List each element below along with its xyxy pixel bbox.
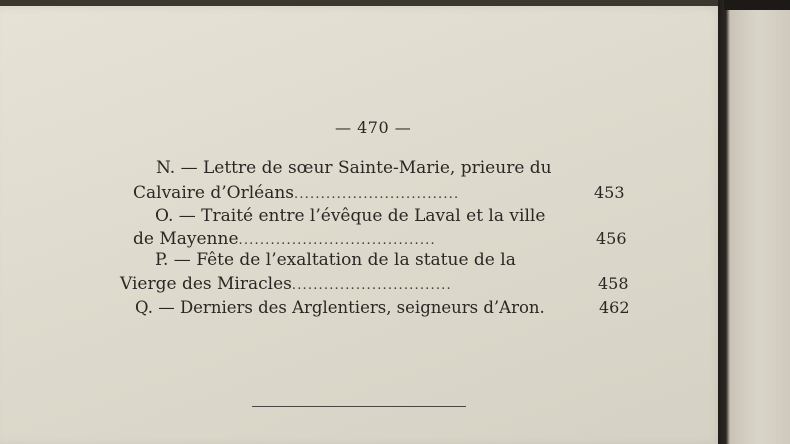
entry-p-continuation	[120, 274, 452, 294]
page-number: — 470 —	[335, 118, 412, 137]
entry-n-page: 453	[594, 183, 625, 202]
entry-n-title-end: Calvaire d’Orléans	[133, 183, 295, 203]
entry-p-leader: ..............................	[291, 278, 452, 293]
entry-o-leader: .....................................	[238, 233, 436, 248]
entry-o-title: O. — Traité entre l’évêque de Laval et la ville	[155, 206, 546, 226]
separator-rule	[252, 406, 466, 407]
background-shadow	[724, 0, 790, 10]
entry-n-leader: ...............................	[294, 187, 460, 202]
entry-p-page: 458	[598, 274, 629, 293]
entry-o-title-end: de Mayenne	[133, 229, 239, 249]
entry-o-page: 456	[596, 229, 627, 248]
entry-n-continuation	[133, 183, 459, 203]
entry-n-title: N. — Lettre de sœur Sainte-Marie, prieure du	[156, 158, 552, 178]
entry-q-title: Q. — Derniers des Arglentiers, seigneurs d’Aron.	[135, 298, 545, 317]
entry-o-continuation	[133, 229, 436, 249]
next-page-edge	[718, 0, 790, 444]
entry-p-title-end: Vierge des Miracles	[120, 274, 292, 294]
entry-p-title: P. — Fête de l’exaltation de la statue de la	[155, 250, 516, 270]
entry-q-page: 462	[599, 298, 630, 317]
